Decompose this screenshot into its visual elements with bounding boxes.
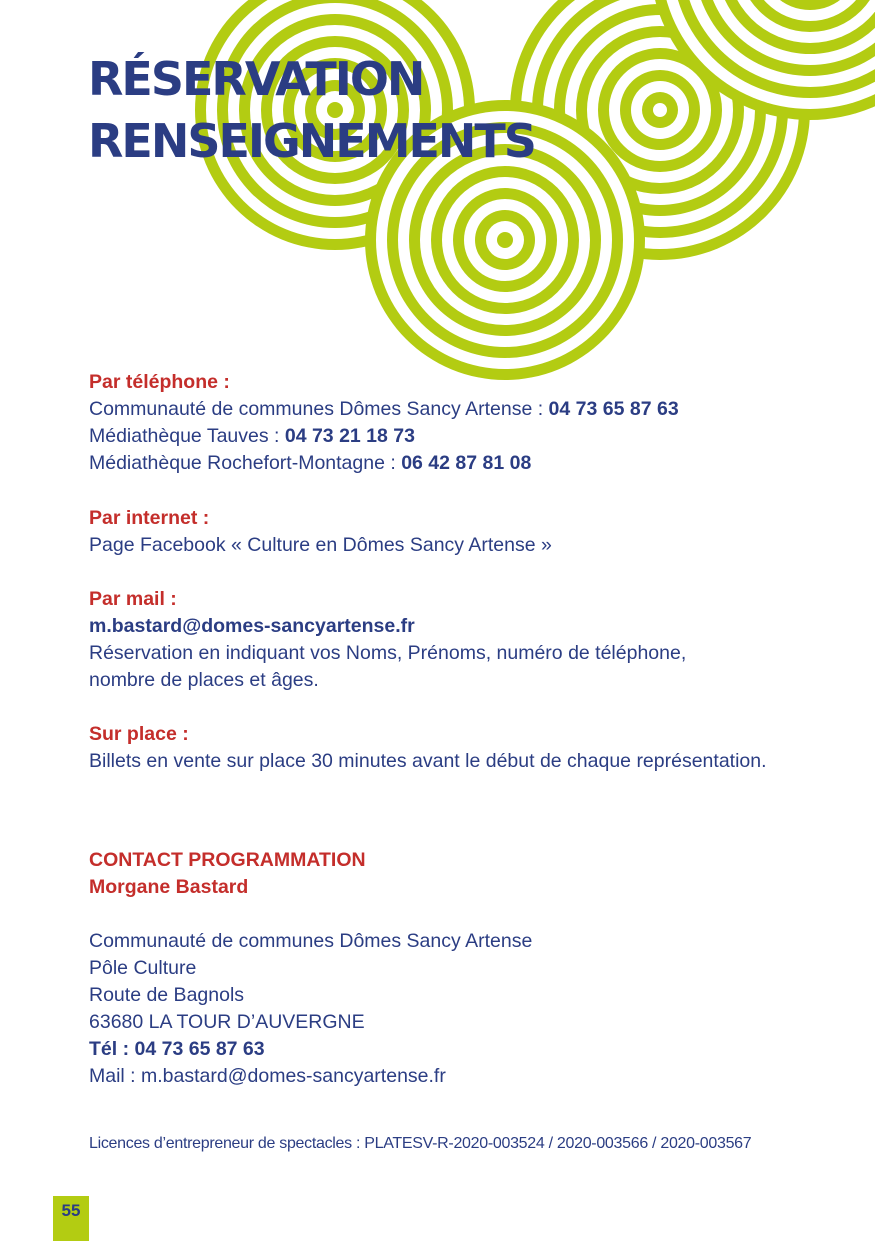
- telephone-section: [89, 369, 679, 477]
- title-line-1: RÉSERVATION: [88, 52, 424, 106]
- contact-pole: Pôle Culture: [89, 957, 197, 979]
- licence-text: Licences d’entrepreneur de spectacles : PLATESV-R-2020-003524 / 2020-003566 / 2020-003567: [89, 1135, 752, 1152]
- contact-tel[interactable]: Tél : 04 73 65 87 63: [89, 1038, 265, 1060]
- email-link[interactable]: m.bastard@domes-sancyartense.fr: [89, 615, 415, 637]
- internet-heading: Par internet :: [89, 507, 210, 529]
- contact-section: [89, 847, 532, 1090]
- mail-text-line-1: Réservation en indiquant vos Noms, Prénoms, numéro de téléphone,: [89, 642, 687, 664]
- mail-heading: Par mail :: [89, 588, 177, 610]
- ring: [653, 103, 667, 117]
- title-line-2: RENSEIGNEMENTS: [88, 114, 535, 168]
- ring: [497, 232, 513, 248]
- page-number: 55: [53, 1196, 89, 1241]
- sur-place-section: [89, 721, 767, 775]
- contact-mail[interactable]: Mail : m.bastard@domes-sancyartense.fr: [89, 1065, 446, 1087]
- telephone-line-rochefort: Médiathèque Rochefort-Montagne : 06 42 87 81 08: [89, 452, 532, 474]
- telephone-line-tauves: Médiathèque Tauves : 04 73 21 18 73: [89, 425, 415, 447]
- mail-text-line-2: nombre de places et âges.: [89, 669, 319, 691]
- sur-place-heading: Sur place :: [89, 723, 189, 745]
- phone-number[interactable]: 06 42 87 81 08: [401, 452, 532, 474]
- contact-org: Communauté de communes Dômes Sancy Artense: [89, 930, 533, 952]
- facebook-page-text[interactable]: Page Facebook « Culture en Dômes Sancy Artense »: [89, 534, 552, 556]
- contact-name: Morgane Bastard: [89, 876, 249, 898]
- sur-place-text: Billets en vente sur place 30 minutes avant le début de chaque représentation.: [89, 750, 767, 772]
- telephone-heading: Par téléphone :: [89, 371, 230, 393]
- telephone-line-cc: Communauté de communes Dômes Sancy Artense : 04 73 65 87 63: [89, 398, 679, 420]
- mail-section: [89, 586, 686, 694]
- phone-number[interactable]: 04 73 21 18 73: [284, 425, 415, 447]
- internet-section: [89, 505, 552, 559]
- contact-heading: CONTACT PROGRAMMATION: [89, 849, 366, 871]
- contact-city: 63680 LA TOUR D’AUVERGNE: [89, 1011, 365, 1033]
- page-title: [88, 48, 535, 172]
- contact-street: Route de Bagnols: [89, 984, 245, 1006]
- phone-number[interactable]: 04 73 65 87 63: [548, 398, 679, 420]
